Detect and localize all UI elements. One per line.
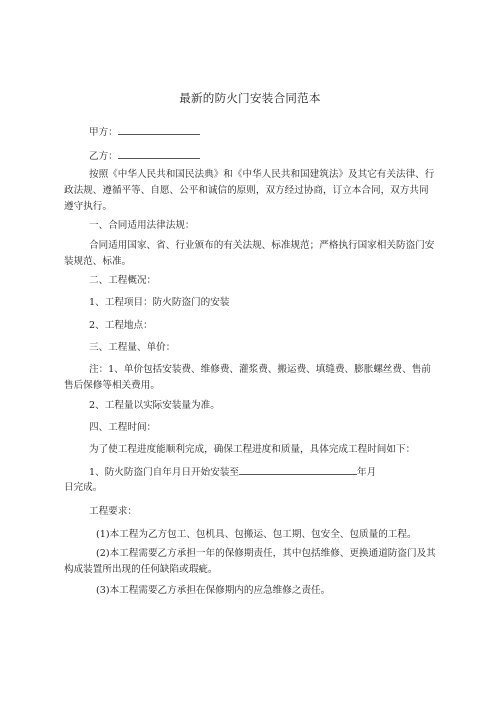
section2-heading: 二、工程概况：: [89, 275, 157, 286]
requirement-2: (2)本工程需要乙方承担一年的保修期责任，其中包括维修、更换通道防盗门及其构成装置所出现的任何缺陷或瑕疵。: [64, 548, 436, 575]
schedule-start: 1、防火防盗门自年月日开始安装至: [89, 467, 240, 478]
party-b-line: [64, 148, 461, 165]
requirement-1: (1)本工程为乙方包工、包机具、包搬运、包工期、包安全、包质量的工程。: [96, 529, 417, 540]
party-a-blank: [118, 124, 200, 135]
party-a-line: [64, 124, 461, 141]
section3-heading: 三、工程量、单价：: [89, 342, 176, 353]
section1-body: 合同适用国家、省、行业颁布的有关法规、标准规范；严格执行国家相关防盗门安装规范、标准。: [64, 240, 435, 267]
schedule-end: 年月: [357, 467, 377, 478]
project-line: 1、工程项目：防火防盗门的安装: [89, 297, 230, 308]
party-a-label: 甲方：: [89, 127, 118, 138]
section4-heading: 四、工程时间：: [89, 422, 157, 433]
location-line: 2、工程地点：: [89, 320, 153, 331]
party-b-blank: [118, 148, 200, 159]
intro-paragraph: 按照《中华人民共和国民法典》和《中华人民共和国建筑法》及其它有关法律、行政法规、遵循平等、自愿、公平和诚信的原则，双方经过协商，订立本合同，双方共同遵守执行。: [64, 169, 435, 212]
document-title: 最新的防火门安装合同范本: [179, 91, 321, 105]
requirements-heading: 工程要求：: [89, 506, 137, 517]
price-note: 注：1、单价包括安装费、维修费、灌浆费、搬运费、填缝费、膨胀螺丝费、售前售后保修等相关费用。: [64, 364, 431, 391]
schedule-line: [64, 464, 461, 481]
schedule-complete: 日完成。: [64, 482, 103, 493]
quantity-note: 2、工程量以实际安装量为准。: [89, 400, 220, 411]
schedule-blank: [239, 464, 357, 475]
party-b-label: 乙方：: [89, 151, 118, 162]
time-intro: 为了使工程进度能顺利完成，确保工程进度和质量，具体完成工程时间如下：: [89, 444, 416, 455]
section1-heading: 一、合同适用法律法规：: [89, 220, 195, 231]
requirement-3: (3)本工程需要乙方承担在保修期内的应急维修之责任。: [96, 585, 331, 596]
